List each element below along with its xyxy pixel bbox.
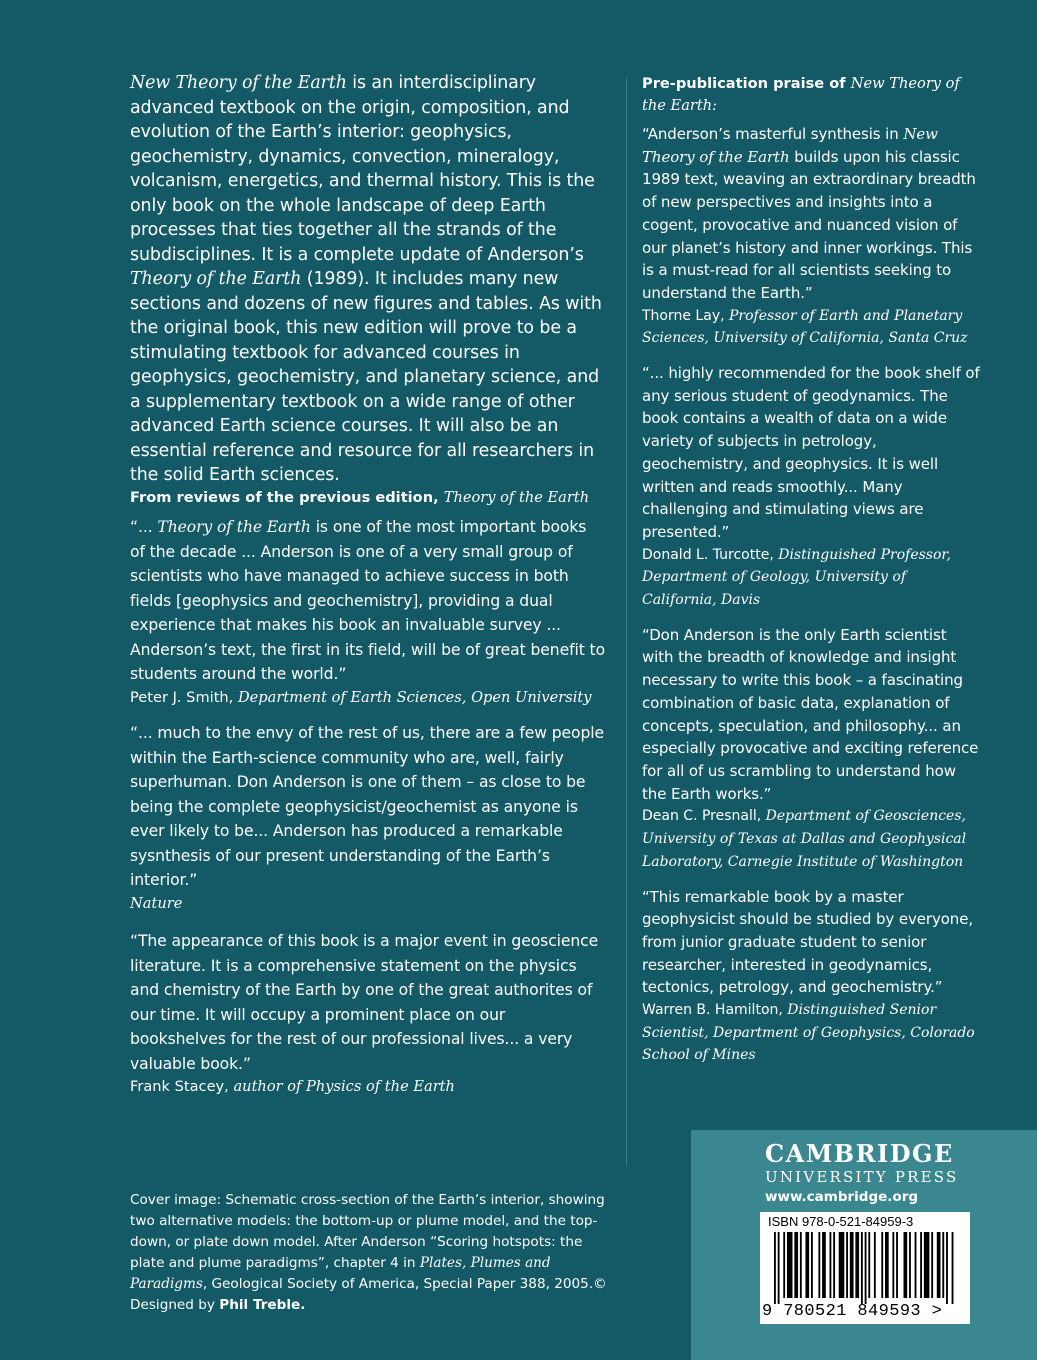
cover-note-book-title: Plates, Plumes and Paradigms [130, 1255, 551, 1292]
review-quote-3 [130, 929, 605, 1076]
praise-3-affiliation: Department of Geosciences, University of Texas at Dallas and Geophysical Laboratory, Carnegie Institute of Washington [642, 808, 967, 870]
publisher-logo-press: UNIVERSITY PRESS [765, 1168, 959, 1186]
praise-2-name: Donald L. Turcotte, [642, 546, 779, 563]
praise-heading [642, 73, 982, 117]
intro-text-part1: is an interdisciplinary advanced textbook on the origin, composition, and evolution of the Earth’s interior: geophysics, geochemistry, dynamics, convection, mineralogy, volcanism, energetics, and thermal history. This is the only book on the whole landscape of deep Earth processes that ties together all the strands of the subdisciplines. It is a complete update of Anderson’s [130, 73, 595, 265]
reviews-section [130, 487, 605, 1111]
praise-quote-1 [642, 123, 982, 305]
intro-paragraph [130, 71, 605, 488]
review-quote-2 [130, 721, 605, 893]
barcode-digits: 9 780521 849593 > [762, 1302, 943, 1321]
praise-heading-text: Pre-publication praise of [642, 75, 851, 92]
designer-name: Phil Treble. [219, 1297, 306, 1313]
praise-heading-title: New Theory of the Earth: [642, 75, 960, 114]
praise-section [642, 73, 982, 1079]
review-2-source: Nature [130, 894, 183, 912]
publisher-url: www.cambridge.org [765, 1189, 919, 1205]
reviews-heading [130, 487, 605, 509]
review-attribution-3 [130, 1076, 605, 1099]
intro-text-part2: (1989). It includes many new sections and dozens of new figures and tables. As with the original book, this new edition will prove to be a stimulating textbook for advanced courses in geophysics, geochemistry, and planetary science, and a supplementary textbook on a wide range of other advanced Earth science courses. It will also be an essential reference and resource for all researchers in the solid Earth sciences. [130, 269, 602, 485]
praise-1-quote-pre: “Anderson’s masterful synthesis in [642, 125, 904, 143]
column-divider [626, 78, 627, 1166]
praise-2-quote: “... highly recommended for the book shelf of any serious student of geodynamics. The book contains a wealth of data on a wide variety of subjects in petrology, geochemistry, and geophysics. It is well written and reads smoothly... Many challenging and stimulating views are presented.” [642, 364, 980, 541]
praise-4-affiliation: Distinguished Senior Scientist, Department of Geophysics, Colorado School of Mines [642, 1002, 975, 1064]
review-attribution-1 [130, 687, 605, 710]
praise-3-quote: “Don Anderson is the only Earth scientist with the breadth of knowledge and insight necessary to write this book – a fascinating combination of basic data, explanation of concepts, speculation, and philosophy... an especially provocative and exciting reference for all of us scrambling to understand how the Earth works.” [642, 625, 979, 803]
praise-quote-4 [642, 886, 982, 1000]
praise-3-name: Dean C. Presnall, [642, 808, 766, 825]
review-1-affiliation: Department of Earth Sciences, Open University [237, 688, 592, 706]
reviews-heading-title: Theory of the Earth [443, 489, 590, 506]
review-1-quote-pre: “... [130, 518, 158, 536]
praise-1-quote-rest: builds upon his classic 1989 text, weaving an extraordinary breadth of new perspectives and insights into a cogent, provocative and nuanced vision of our planet’s history and inner workings. This is a must-read for all scientists seeking to understand the Earth.” [642, 147, 976, 302]
praise-4-quote: “This remarkable book by a master geophysicist should be studied by everyone, from junior graduate student to senior researcher, interested in geodynamics, tectonics, petrology, and geochemistry.” [642, 887, 974, 997]
praise-attribution-4 [642, 999, 982, 1067]
intro-book-title: New Theory of the Earth [130, 73, 347, 93]
praise-2-affiliation: Distinguished Professor, Department of Geology, University of California, Davis [642, 546, 952, 609]
designed-by-label: Designed by [130, 1297, 220, 1313]
review-attribution-2 [130, 893, 605, 916]
praise-1-name: Thorne Lay, [642, 307, 730, 324]
publisher-panel [691, 1130, 1037, 1360]
review-3-affiliation: author of Physics of the Earth [233, 1078, 455, 1095]
review-3-name: Frank Stacey, [130, 1078, 234, 1095]
cover-image-credit [130, 1190, 610, 1316]
reviews-heading-text: From reviews of the previous edition, [130, 489, 444, 506]
review-1-name: Peter J. Smith, [130, 688, 238, 706]
praise-attribution-1 [642, 305, 982, 350]
review-3-quote: “The appearance of this book is a major event in geoscience literature. It is a comprehensive statement on the physics and chemistry of the Earth by one of the great authorites of our time. It will occupy a prominent place on our bookshelves for the rest of our professional lives... a very valuable book.” [130, 932, 599, 1073]
praise-quote-3 [642, 624, 982, 806]
praise-quote-2 [642, 362, 982, 544]
praise-attribution-3 [642, 805, 982, 873]
cover-note-text2: , Geological Society of America, Special Paper 388, 2005.© [202, 1276, 607, 1292]
review-2-quote: “... much to the envy of the rest of us, there are a few people within the Earth-science community who are, well, fairly superhuman. Don Anderson is one of them – as close to be being the complete geophysicist/geochemist as anyone is ever likely to be... Anderson has produced a remarkable sysnthesis of our present understanding of the Earth’s interior.” [130, 724, 604, 889]
publisher-logo-name: CAMBRIDGE [765, 1139, 954, 1168]
review-quote-1 [130, 515, 605, 687]
cover-note-text1: Cover image: Schematic cross-section of the Earth’s interior, showing two alternative models: the bottom-up or plume model, and the top-down, or plate down model. After Anderson “Scoring hotspots: the plate and plume paradigms”, chapter 4 in [130, 1192, 605, 1271]
review-1-quote-title: Theory of the Earth [157, 518, 311, 536]
praise-attribution-2 [642, 544, 982, 612]
intro-prev-title: Theory of the Earth [130, 269, 302, 289]
praise-4-name: Warren B. Hamilton, [642, 1002, 788, 1019]
review-1-quote-rest: is one of the most important books of the decade ... Anderson is one of a very small group of scientists who have managed to achieve success in both fields [geophysics and geochemistry], providing a dual experience that makes his book an invaluable survey ... Anderson’s text, the first in its field, will be of great benefit to students around the world.” [130, 518, 606, 683]
barcode-icon [774, 1232, 959, 1304]
barcode-box [760, 1212, 970, 1324]
praise-1-quote-title: New Theory of the Earth [642, 125, 938, 166]
isbn-label: ISBN 978-0-521-84959-3 [768, 1214, 914, 1229]
praise-1-affiliation: Professor of Earth and Planetary Sciences, University of California, Santa Cruz [642, 307, 968, 347]
